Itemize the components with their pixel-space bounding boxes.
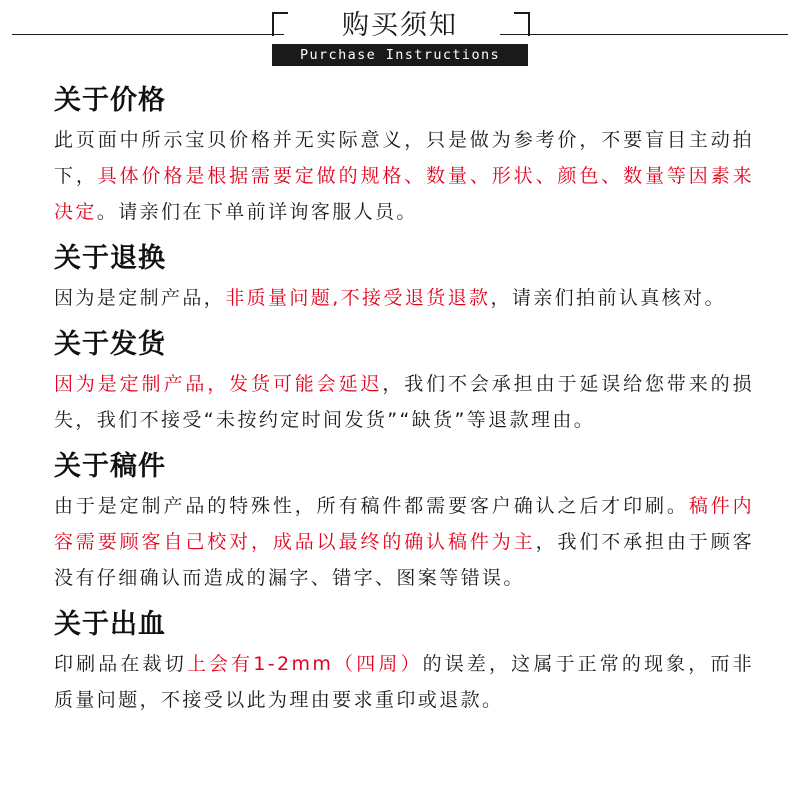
section-title: 关于发货 (54, 329, 166, 360)
body-highlight: 上会有1-2mm（四周） (186, 653, 423, 675)
page-subtitle-banner: Purchase Instructions (272, 44, 528, 66)
header-bracket-left (272, 12, 288, 36)
section-body (54, 280, 754, 316)
body-text: 印刷品在裁切 (54, 653, 187, 675)
header-rule-right (500, 34, 788, 35)
section-title: 关于价格 (54, 85, 166, 116)
body-text: ，我们不会承担由于延误给您带来的损失，我们不接受“未按约定时间发货”“缺货”等退款理由。 (54, 373, 754, 431)
section-title: 关于出血 (54, 609, 166, 640)
body-text: ，我们不承担由于顾客没有仔细确认而造成的漏字、错字、图案等错误。 (54, 531, 754, 589)
body-text: 因为是定制产品， (54, 287, 226, 309)
body-highlight: 具体价格是根据需要定做的规格、数量、形状、颜色、数量等因素来决定 (54, 165, 754, 223)
body-text: 。请亲们在下单前详询客服人员。 (96, 201, 418, 223)
section-body (54, 646, 754, 718)
body-highlight: 因为是定制产品，发货可能会延迟 (54, 373, 383, 395)
header-rule-left (12, 34, 284, 35)
body-text: 此页面中所示宝贝价格并无实际意义，只是做为参考价，不要盲目主动拍下， (54, 129, 754, 187)
instructions-content (54, 84, 754, 730)
body-text: ，请亲们拍前认真核对。 (490, 287, 726, 309)
section-body (54, 122, 754, 230)
section-shipping (54, 328, 754, 438)
section-body (54, 366, 754, 438)
section-returns (54, 242, 754, 316)
section-title: 关于稿件 (54, 451, 166, 482)
body-highlight: 稿件内容需要顾客自己校对，成品以最终的确认稿件为主 (54, 495, 754, 553)
body-highlight: 非质量问题,不接受退货退款 (225, 287, 491, 309)
section-bleed (54, 608, 754, 718)
section-body (54, 488, 754, 596)
section-artwork (54, 450, 754, 596)
section-price (54, 84, 754, 230)
body-text: 由于是定制产品的特殊性，所有稿件都需要客户确认之后才印刷。 (54, 495, 689, 517)
page-title: 购买须知 (342, 10, 458, 41)
body-text: 的误差，这属于正常的现象，而非质量问题，不接受以此为理由要求重印或退款。 (54, 653, 754, 711)
section-title: 关于退换 (54, 243, 166, 274)
header-bracket-right (514, 12, 530, 36)
